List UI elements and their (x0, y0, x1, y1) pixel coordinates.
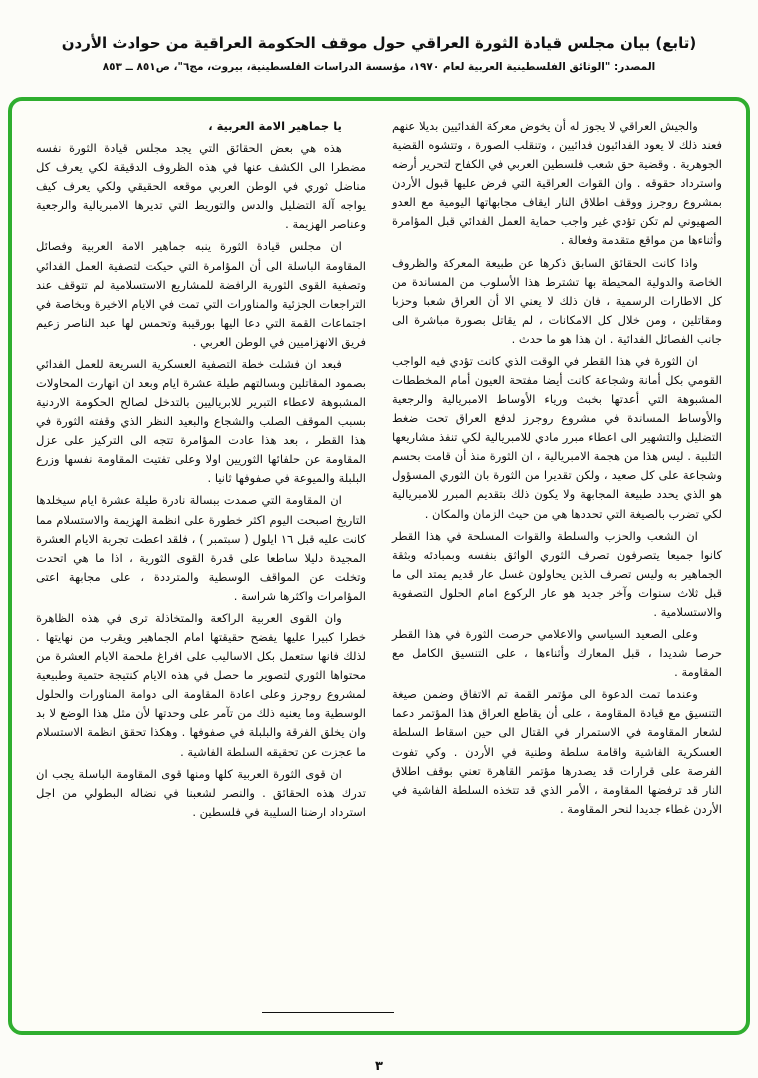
paragraph: ان الثورة في هذا القطر في الوقت الذي كانت تؤدي فيه الواجب القومي بكل أمانة وشجاعة كانت أيضا مفتحة العيون أمام المخططات المشبوهة التي أعدتها بخبث ورياء الأوساط الامبريالية والرجعية والأوساط المساندة في مشروع روجرز لدفع العراق تحت ضغط التضليل والتشهير الى اعطاء مبرر مادي للامبريالية لكي تنفذ مشاريعها التلبية . ليس هذا من هجمة الامبريالية ، ان الثورة منذ أن قامت بحسم وشجاعة على كل صعيد ، ولكن تقديرا من الثورة بان الثوري المسؤول هو الذي يحدد طبيعة المجابهة ولا يكون ذلك بتقديم المبرر للامبريالية لكي تضرب بالصيغة التي تحددها هي من حيث الزمان والمكان . (392, 353, 722, 521)
paragraph: فبعد ان فشلت خطة التصفية العسكرية السريعة للعمل الفدائي بصمود المقاتلين وبسالتهم طيلة عشرة ايام وبعد ان انهارت المحاولات المشبوهة لاعطاء التبرير للابرياليين بالتدخل لصالح الحكومة الاردنية بسبب الموقف الصلب والشجاع والبعيد النظر الذي وقفته الثورة في هذا القطر ، بعد هذا عادت المؤامرة تتجه الى التركيز على عزل المقاومة عن حلفائها الثوريين اولا وعلى تفتيت المقاومة نفسها وزرع البلبلة والميوعة في صفوفها ثانيا . (36, 356, 366, 486)
paragraph: وان القوى العربية الراكعة والمتخاذلة ترى في هذه الظاهرة خطرا كبيرا عليها يفضح حقيقتها امام الجماهير ويقرب من نهايتها . لذلك فانها ستعمل بكل الاساليب على افراغ ملحمة الايام العشرة من محتواها الثوري لتصوير ما حصل في هذه الايام كنتيجة حتمية وطبيعية لمشروع روجرز وعلى اعادة المقاومة الى دوامة المناورات والحلول الوسطية وما يعنيه ذلك من تآمر على وحدتها لأن مثل هذا الوضع لا بد وان يخلق الفرقة والبلبلة في صفوفها . وهكذا تحقق انظمة الاستسلام ما عجزت عن تحقيقه السلطة الفاشية . (36, 610, 366, 759)
document-source-line: المصدر: "الوثائق الفلسطينية العربية لعام ١٩٧٠، مؤسسة الدراسات الفلسطينية، بيروت، مج٦"، ص٨٥١ ــ ٨٥٣ (102, 61, 656, 73)
salutation-line: يا جماهير الامة العربية ، (208, 119, 342, 133)
column-left (36, 117, 366, 977)
document-title: (تابع) بيان مجلس قيادة الثورة العراقي حول موقف الحكومة العراقية من حوادث الأردن (61, 34, 697, 52)
paragraph: ان الشعب والحزب والسلطة والقوات المسلحة في هذا القطر كانوا جميعا يتصرفون تصرف الثوري الواثق بنفسه وبمبادئه وبثقة الجماهير به وليس تصرف الذين يحاولون غسل عار قديم يمتد الى ما قبل ثلاث سنوات وآخر جديد هو عار الركوع امام الحلول التصفوية والاستسلامية . (392, 528, 722, 619)
paragraph: هذه هي بعض الحقائق التي يجد مجلس قيادة الثورة نفسه مضطرا الى الكشف عنها في هذه الظروف الدقيقة لكي يعرف كل مناضل ثوري في الوطن العربي موقعه الحقيقي ولكي يعرف كيف يواجه آلة التضليل والدس والتوريط التي تديرها الامبريالية والرجعية وعناصر الهزيمة . (36, 141, 366, 232)
paragraph: وعلى الصعيد السياسي والاعلامي حرصت الثورة في هذا القطر حرصا شديدا ، قبل المعارك وأثناءها ، على التنسيق الكامل مع المقاومة . (392, 627, 722, 680)
paragraph: والجيش العراقي لا يجوز له أن يخوض معركة الفدائيين بديلا عنهم فعند ذلك لا يعود الفدائيون فدائيين ، وتنقلب الصورة ، وتتشوه القضية الجوهرية . وقضية حق شعب فلسطين العربي في الكفاح لتحرير أرضه واسترداد حقوقه . وان القوات العراقية التي فرض عليها قبول الأردن بمشروع روجرز ووقف اطلاق النار ايقاف مجابهاتها اليومية مع العدو الصهيوني لم تكن تؤدي غير واجب حماية العمل الفدائي قبل المؤامرة وأثناءها من مواقع متقدمة وفعالة . (392, 119, 722, 248)
paragraph: ان قوى الثورة العربية كلها ومنها قوى المقاومة الباسلة يجب ان تدرك هذه الحقائق . والنصر لشعبنا في نضاله البطولي من اجل استرداد ارضنا السليبة في فلسطين . (36, 766, 366, 819)
paragraph: واذا كانت الحقائق السابق ذكرها عن طبيعة المعركة والظروف الخاصة والدولية المحيطة بها تشترط هذا الأسلوب من المساندة من كل الاطارات الرسمية ، فان ذلك لا يعني الا أن العراق شعبا وحزبا ومقاتلين ، ومن خلال كل الامكانات ، لم يقاتل بصورة مباشرة الى جانب الفصائل الفدائية . ان هذا هو ما حدث . (392, 255, 722, 346)
page-number: ٣ (375, 1059, 383, 1074)
column-right (392, 117, 722, 977)
footnote-divider (262, 1012, 394, 1013)
content-border-box (8, 97, 750, 1035)
two-column-text (12, 101, 746, 977)
paragraph: وعندما تمت الدعوة الى مؤتمر القمة تم الاتفاق وضمن صيغة التنسيق مع قيادة المقاومة ، على أن يقاطع العراق هذا المؤتمر دعما لشعار المقاومة في الاستمرار في القتال الى حين اسقاط السلطة العسكرية الفاشية واقامة سلطة وطنية في الأردن . وكي تفوت الفرصة على قرارات قد يصدرها مؤتمر القاهرة تعني بوقف اطلاق النار قد ترفضها المقاومة ، الأمر الذي قد تتخذه السلطة الفاشية في الأردن غطاء جديدا لنحر المقاومة . (392, 687, 722, 816)
paragraph: ان المقاومة التي صمدت ببسالة نادرة طيلة عشرة ايام سيخلدها التاريخ اصبحت اليوم اكثر خطورة على انظمة الهزيمة والاستسلام مما كانت عليه قبل ١٦ ايلول ( سبتمبر ) ، فلقد اعطت تجربة الايام العشرة المجيدة دليلا ساطعا على قدرة القوى الثورية ، اذا ما هي اتحدت وتخلت عن المواقف الوسطية والمترددة ، على مجابهة اعتى المؤامرات واكثرها شراسة . (36, 493, 367, 603)
document-header (0, 0, 758, 73)
paragraph: ان مجلس قيادة الثورة ينبه جماهير الامة العربية وفصائل المقاومة الباسلة الى أن المؤامرة التي حيكت لتصفية العمل الفدائي وتصفية القوى الثورية الرافضة للمشاريع الاستسلامية لم تتوقف عند التراجعات الجزئية والمناورات التي تمت في الايام الاخيرة وبخاصة في اجتماعات القمة التي دعا اليها بورقيبة وتحمس لها عبد الناصر زعيم فريق الانهزاميين في الوطن العربي . (36, 239, 366, 349)
